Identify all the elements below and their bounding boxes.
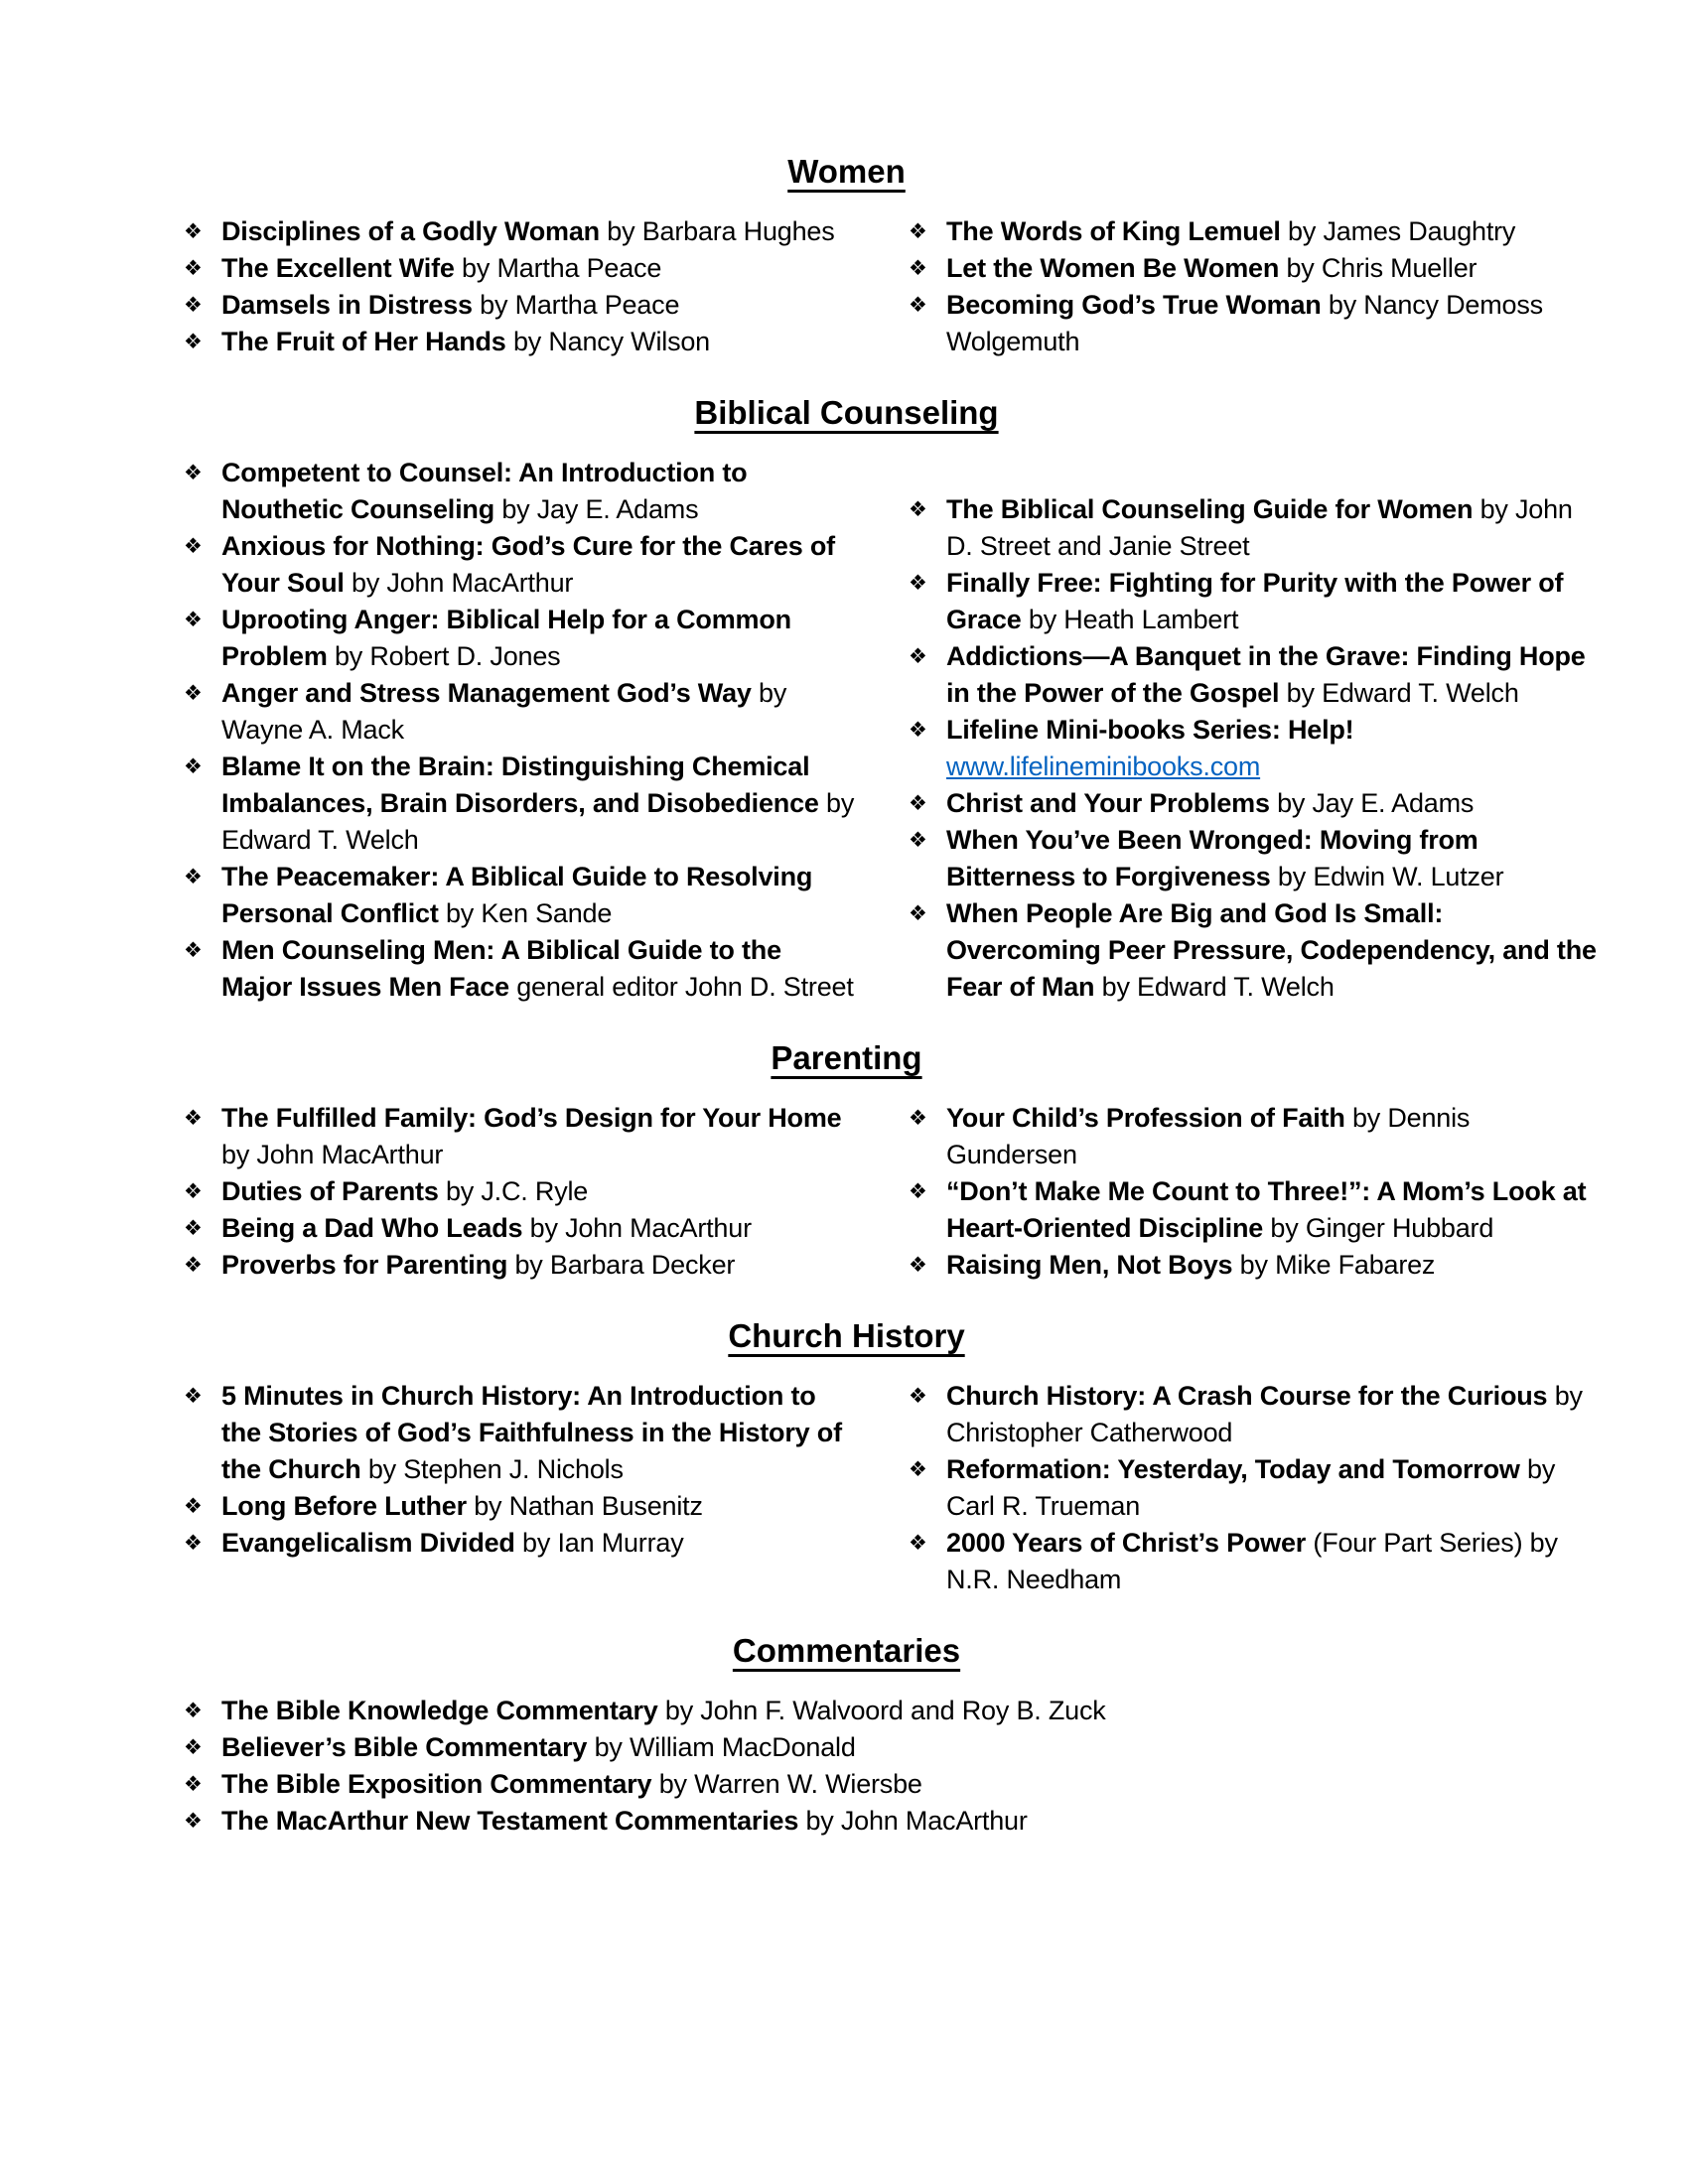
diamond-bullet-icon: ❖ [184,1180,203,1203]
diamond-bullet-icon: ❖ [184,462,203,484]
book-author: by Heath Lambert [1028,605,1239,634]
list-item [184,932,859,1006]
list-item [184,675,859,749]
column-right [909,1378,1604,1598]
list-item [909,491,1604,565]
book-author: by Ginger Hubbard [1270,1213,1494,1243]
book-list [909,491,1604,1006]
book-title: The Fruit of Her Hands [221,327,506,356]
two-column-layout [184,1378,1583,1598]
list-item [184,1378,859,1488]
column-left [184,1100,859,1284]
book-title: The Peacemaker: A Biblical Guide to Resolving Personal Conflict [221,862,813,928]
book-author: by Martha Peace [480,290,680,320]
diamond-bullet-icon: ❖ [909,829,927,852]
two-column-layout [184,1100,1587,1284]
diamond-bullet-icon: ❖ [909,1107,927,1130]
two-column-layout [184,213,1543,360]
book-title: “Don’t Make Me Count to Three!”: A Mom’s Look at Heart-Oriented Discipline [946,1176,1587,1243]
diamond-bullet-icon: ❖ [909,498,927,521]
diamond-bullet-icon: ❖ [184,1254,203,1277]
book-link[interactable]: www.lifelineminibooks.com [946,751,1261,781]
book-author: (Four Part Series) by N.R. Needham [946,1528,1558,1594]
book-list [909,213,1604,360]
book-title: Damsels in Distress [221,290,473,320]
book-title: The Biblical Counseling Guide for Women [946,494,1474,524]
list-item [184,250,859,287]
list-item [184,1173,859,1210]
book-title: 2000 Years of Christ’s Power [946,1528,1307,1558]
book-author: by Edward T. Welch [221,788,855,855]
book-title: The Bible Exposition Commentary [221,1769,652,1799]
book-title: When You’ve Been Wronged: Moving from Bitterness to Forgiveness [946,825,1478,891]
book-author: by William MacDonald [594,1732,856,1762]
book-title: Addictions—A Banquet in the Grave: Finding Hope in the Power of the Gospel [946,641,1586,708]
diamond-bullet-icon: ❖ [184,1773,203,1796]
diamond-bullet-icon: ❖ [184,755,203,778]
book-title: The Fulfilled Family: God’s Design for Your Home [221,1103,842,1133]
list-item [909,895,1604,1006]
book-author: by Chris Mueller [1286,253,1477,283]
list-item [909,638,1604,712]
list-item [184,859,859,932]
section-title-commentaries: Commentaries [732,1632,961,1669]
book-title: Anger and Stress Management God’s Way [221,678,752,708]
book-author: by Jay E. Adams [1277,788,1475,818]
list-item [909,712,1604,785]
book-author: by Barbara Hughes [607,216,835,246]
book-author: by Edwin W. Lutzer [1277,862,1504,891]
diamond-bullet-icon: ❖ [909,294,927,317]
two-column-layout [184,455,1597,1006]
book-author: by Stephen J. Nichols [367,1454,624,1484]
list-item [184,287,859,324]
diamond-bullet-icon: ❖ [909,902,927,925]
book-title: Competent to Counsel: An Introduction to Nouthetic Counseling [221,458,748,524]
book-title: Proverbs for Parenting [221,1250,508,1280]
list-item [909,213,1604,250]
diamond-bullet-icon: ❖ [909,572,927,595]
book-list [909,1378,1604,1598]
book-list [184,213,859,360]
diamond-bullet-icon: ❖ [184,1532,203,1555]
list-item [184,1766,1475,1803]
column-left [184,455,859,1006]
list-item [184,1693,1475,1729]
book-title: Men Counseling Men: A Biblical Guide to the Major Issues Men Face [221,935,781,1002]
book-author: by Wayne A. Mack [221,678,787,745]
list-item [184,749,859,859]
book-author: by James Daughtry [1288,216,1516,246]
diamond-bullet-icon: ❖ [909,257,927,280]
book-author: by J.C. Ryle [445,1176,589,1206]
book-title: Uprooting Anger: Biblical Help for a Common Problem [221,605,791,671]
list-item [909,1100,1604,1173]
book-list [184,1378,859,1562]
book-author: by John MacArthur [529,1213,752,1243]
section-parenting [184,1035,1587,1284]
book-title: Christ and Your Problems [946,788,1270,818]
book-author: by Ken Sande [445,898,613,928]
book-title: Becoming God’s True Woman [946,290,1322,320]
book-author: by Nancy Demoss Wolgemuth [946,290,1543,356]
book-author: by Martha Peace [462,253,662,283]
book-author: by John MacArthur [352,568,574,598]
column-right [909,455,1604,1006]
column-right [909,213,1604,360]
book-title: Duties of Parents [221,1176,439,1206]
book-author: by Nancy Wilson [512,327,711,356]
section-title-women: Women [787,153,906,190]
list-item [184,455,859,528]
column-left [184,213,859,360]
list-item [184,1247,859,1284]
section-title-parenting: Parenting [771,1039,922,1076]
list-item [909,822,1604,895]
list-item [184,324,859,360]
book-list [184,1100,859,1284]
diamond-bullet-icon: ❖ [184,1700,203,1722]
book-title: Your Child’s Profession of Faith [946,1103,1345,1133]
column-left [184,1378,859,1562]
book-author: general editor John D. Street [516,972,854,1002]
book-author: by John MacArthur [805,1806,1028,1836]
book-title: 5 Minutes in Church History: An Introduction to the Stories of God’s Faithfulness in the History of the Church [221,1381,842,1484]
diamond-bullet-icon: ❖ [909,1180,927,1203]
book-author: by Edward T. Welch [1101,972,1335,1002]
diamond-bullet-icon: ❖ [909,220,927,243]
book-author: by Ian Murray [522,1528,684,1558]
book-author: by Nathan Busenitz [474,1491,703,1521]
book-list [184,455,859,1006]
book-title: Reformation: Yesterday, Today and Tomorrow [946,1454,1520,1484]
diamond-bullet-icon: ❖ [909,1254,927,1277]
book-title: Finally Free: Fighting for Purity with the Power of Grace [946,568,1564,634]
book-title: Being a Dad Who Leads [221,1213,523,1243]
list-item [909,1378,1604,1451]
diamond-bullet-icon: ❖ [184,609,203,631]
diamond-bullet-icon: ❖ [184,1495,203,1518]
book-title: The Excellent Wife [221,253,455,283]
diamond-bullet-icon: ❖ [184,1810,203,1833]
list-item [909,1525,1604,1598]
diamond-bullet-icon: ❖ [184,535,203,558]
book-author: by Robert D. Jones [334,641,561,671]
diamond-bullet-icon: ❖ [184,1385,203,1408]
list-item [184,602,859,675]
book-title: When People Are Big and God Is Small: Overcoming Peer Pressure, Codependency, and the Fear of Man [946,898,1597,1002]
column-right [909,1100,1604,1284]
diamond-bullet-icon: ❖ [184,1217,203,1240]
diamond-bullet-icon: ❖ [909,719,927,742]
diamond-bullet-icon: ❖ [184,331,203,353]
diamond-bullet-icon: ❖ [909,792,927,815]
diamond-bullet-icon: ❖ [184,866,203,888]
diamond-bullet-icon: ❖ [909,1385,927,1408]
list-item [909,1451,1604,1525]
diamond-bullet-icon: ❖ [184,939,203,962]
diamond-bullet-icon: ❖ [909,1532,927,1555]
book-author: by John F. Walvoord and Roy B. Zuck [664,1696,1106,1725]
list-item [184,528,859,602]
book-title: Blame It on the Brain: Distinguishing Chemical Imbalances, Brain Disorders, and Disobedience [221,751,819,818]
book-author: by Barbara Decker [514,1250,736,1280]
section-biblical-counseling [184,390,1597,1006]
diamond-bullet-icon: ❖ [184,682,203,705]
book-title: Believer’s Bible Commentary [221,1732,588,1762]
section-commentaries [184,1628,1509,1840]
list-item [184,1210,859,1247]
diamond-bullet-icon: ❖ [184,1736,203,1759]
diamond-bullet-icon: ❖ [909,645,927,668]
book-author: by Christopher Catherwood [946,1381,1583,1447]
book-author: by Mike Fabarez [1239,1250,1436,1280]
book-title: Anxious for Nothing: God’s Cure for the Cares of Your Soul [221,531,835,598]
book-title: Disciplines of a Godly Woman [221,216,600,246]
list-item [184,1525,859,1562]
diamond-bullet-icon: ❖ [909,1458,927,1481]
book-title: Evangelicalism Divided [221,1528,515,1558]
book-title: Let the Women Be Women [946,253,1280,283]
list-item [909,1173,1604,1247]
book-list [909,1100,1604,1284]
list-item [909,785,1604,822]
section-title-church-history: Church History [728,1317,965,1354]
list-item [909,1247,1604,1284]
diamond-bullet-icon: ❖ [184,220,203,243]
section-women [184,149,1543,360]
list-item [184,213,859,250]
book-title: Raising Men, Not Boys [946,1250,1233,1280]
book-title: The MacArthur New Testament Commentaries [221,1806,799,1836]
list-item [184,1100,859,1173]
list-item [909,287,1604,360]
diamond-bullet-icon: ❖ [184,257,203,280]
book-author: by Carl R. Trueman [946,1454,1556,1521]
list-item [184,1488,859,1525]
list-item [184,1729,1475,1766]
section-church-history [184,1313,1583,1598]
diamond-bullet-icon: ❖ [184,1107,203,1130]
diamond-bullet-icon: ❖ [184,294,203,317]
book-author: by Jay E. Adams [501,494,699,524]
section-title-biblical-counseling: Biblical Counseling [694,394,999,431]
book-title: Church History: A Crash Course for the Curious [946,1381,1548,1411]
book-title: Long Before Luther [221,1491,467,1521]
book-author: by Edward T. Welch [1286,678,1519,708]
list-item [909,250,1604,287]
book-list [184,1693,1475,1840]
book-title: Lifeline Mini-books Series: Help! [946,715,1354,745]
book-author: by Warren W. Wiersbe [658,1769,922,1799]
book-title: The Bible Knowledge Commentary [221,1696,658,1725]
book-author: by Dennis Gundersen [946,1103,1471,1169]
list-item [909,565,1604,638]
list-item [184,1803,1475,1840]
book-author: by John D. Street and Janie Street [946,494,1573,561]
book-title: The Words of King Lemuel [946,216,1281,246]
book-author: by John MacArthur [221,1140,444,1169]
